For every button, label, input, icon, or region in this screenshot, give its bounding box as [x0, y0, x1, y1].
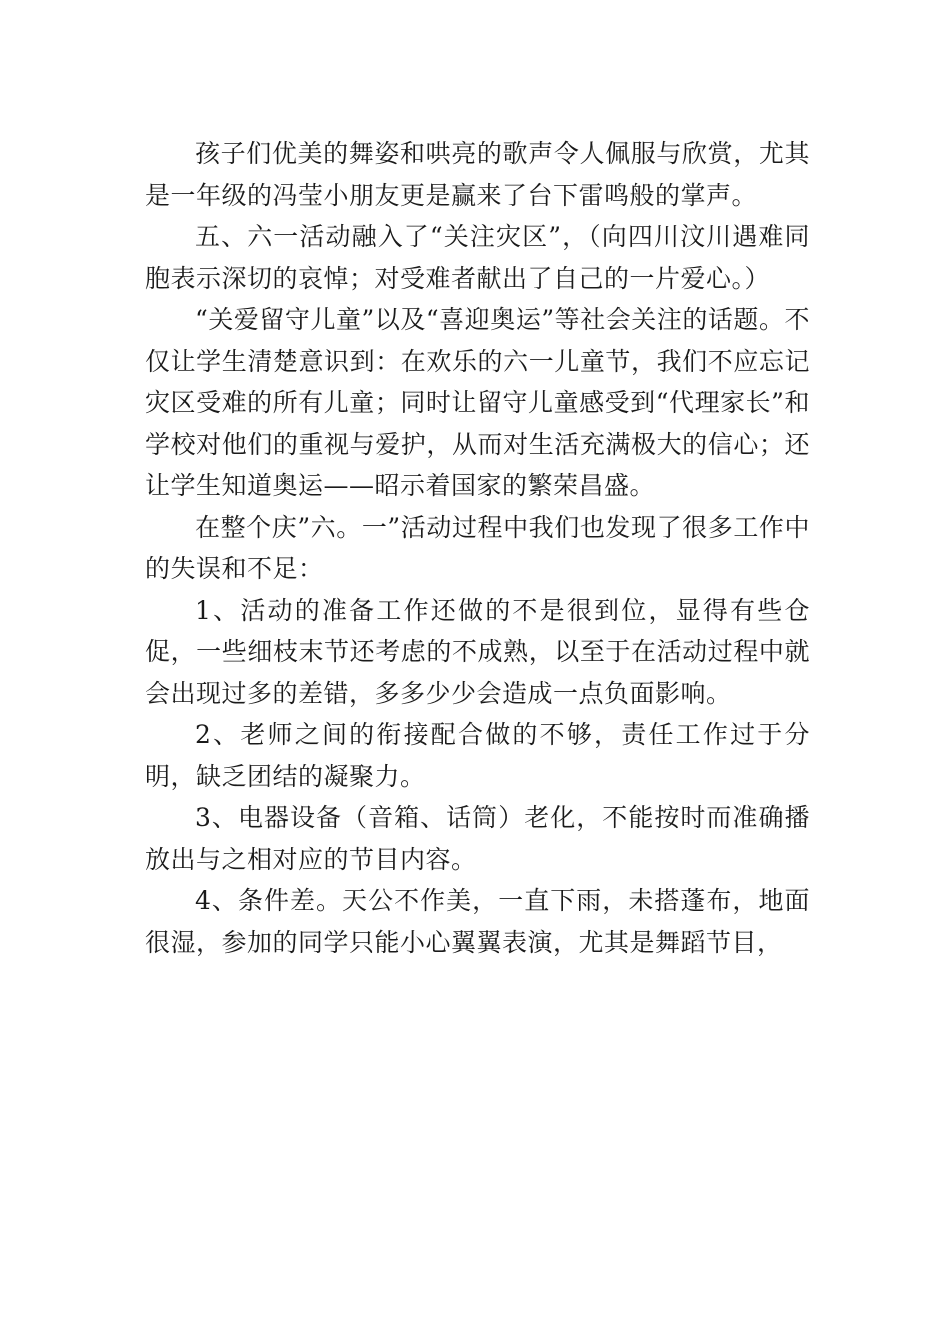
paragraph-performance-praise: 孩子们优美的舞姿和哄亮的歌声令人佩服与欣赏，尤其是一年级的冯莹小朋友更是赢来了台下雷鸣般的掌声。	[145, 139, 810, 210]
paragraph-disaster-area: 五、六一活动融入了“关注灾区”，（向四川汶川遇难同胞表示深切的哀悼；对受难者献出了自己的一片爱心。）	[145, 222, 810, 293]
document-page	[145, 133, 810, 963]
paragraph-point-4: 4、条件差。天公不作美，一直下雨，未搭蓬布，地面很湿，参加的同学只能小心翼翼表演，尤其是舞蹈节目，	[145, 886, 810, 957]
paragraph-point-3: 3、电器设备（音箱、话筒）老化，不能按时而准确播放出与之相对应的节目内容。	[145, 803, 810, 874]
paragraph-shortcomings-intro: 在整个庆”六。一”活动过程中我们也发现了很多工作中的失误和不足：	[145, 512, 810, 583]
paragraph-point-2: 2、老师之间的衔接配合做的不够，责任工作过于分明，缺乏团结的凝聚力。	[145, 720, 810, 791]
paragraph-point-1: 1、活动的准备工作还做的不是很到位，显得有些仓促，一些细枝末节还考虑的不成熟，以至于在活动过程中就会出现过多的差错，多多少少会造成一点负面影响。	[145, 595, 810, 708]
paragraph-social-topics: “关爱留守儿童”以及“喜迎奥运”等社会关注的话题。不仅让学生清楚意识到：在欢乐的六一儿童节，我们不应忘记灾区受难的所有儿童；同时让留守儿童感受到“代理家长”和学校对他们的重视与爱护，从而对生活充满极大的信心；还让学生知道奥运——昭示着国家的繁荣昌盛。	[145, 305, 810, 500]
